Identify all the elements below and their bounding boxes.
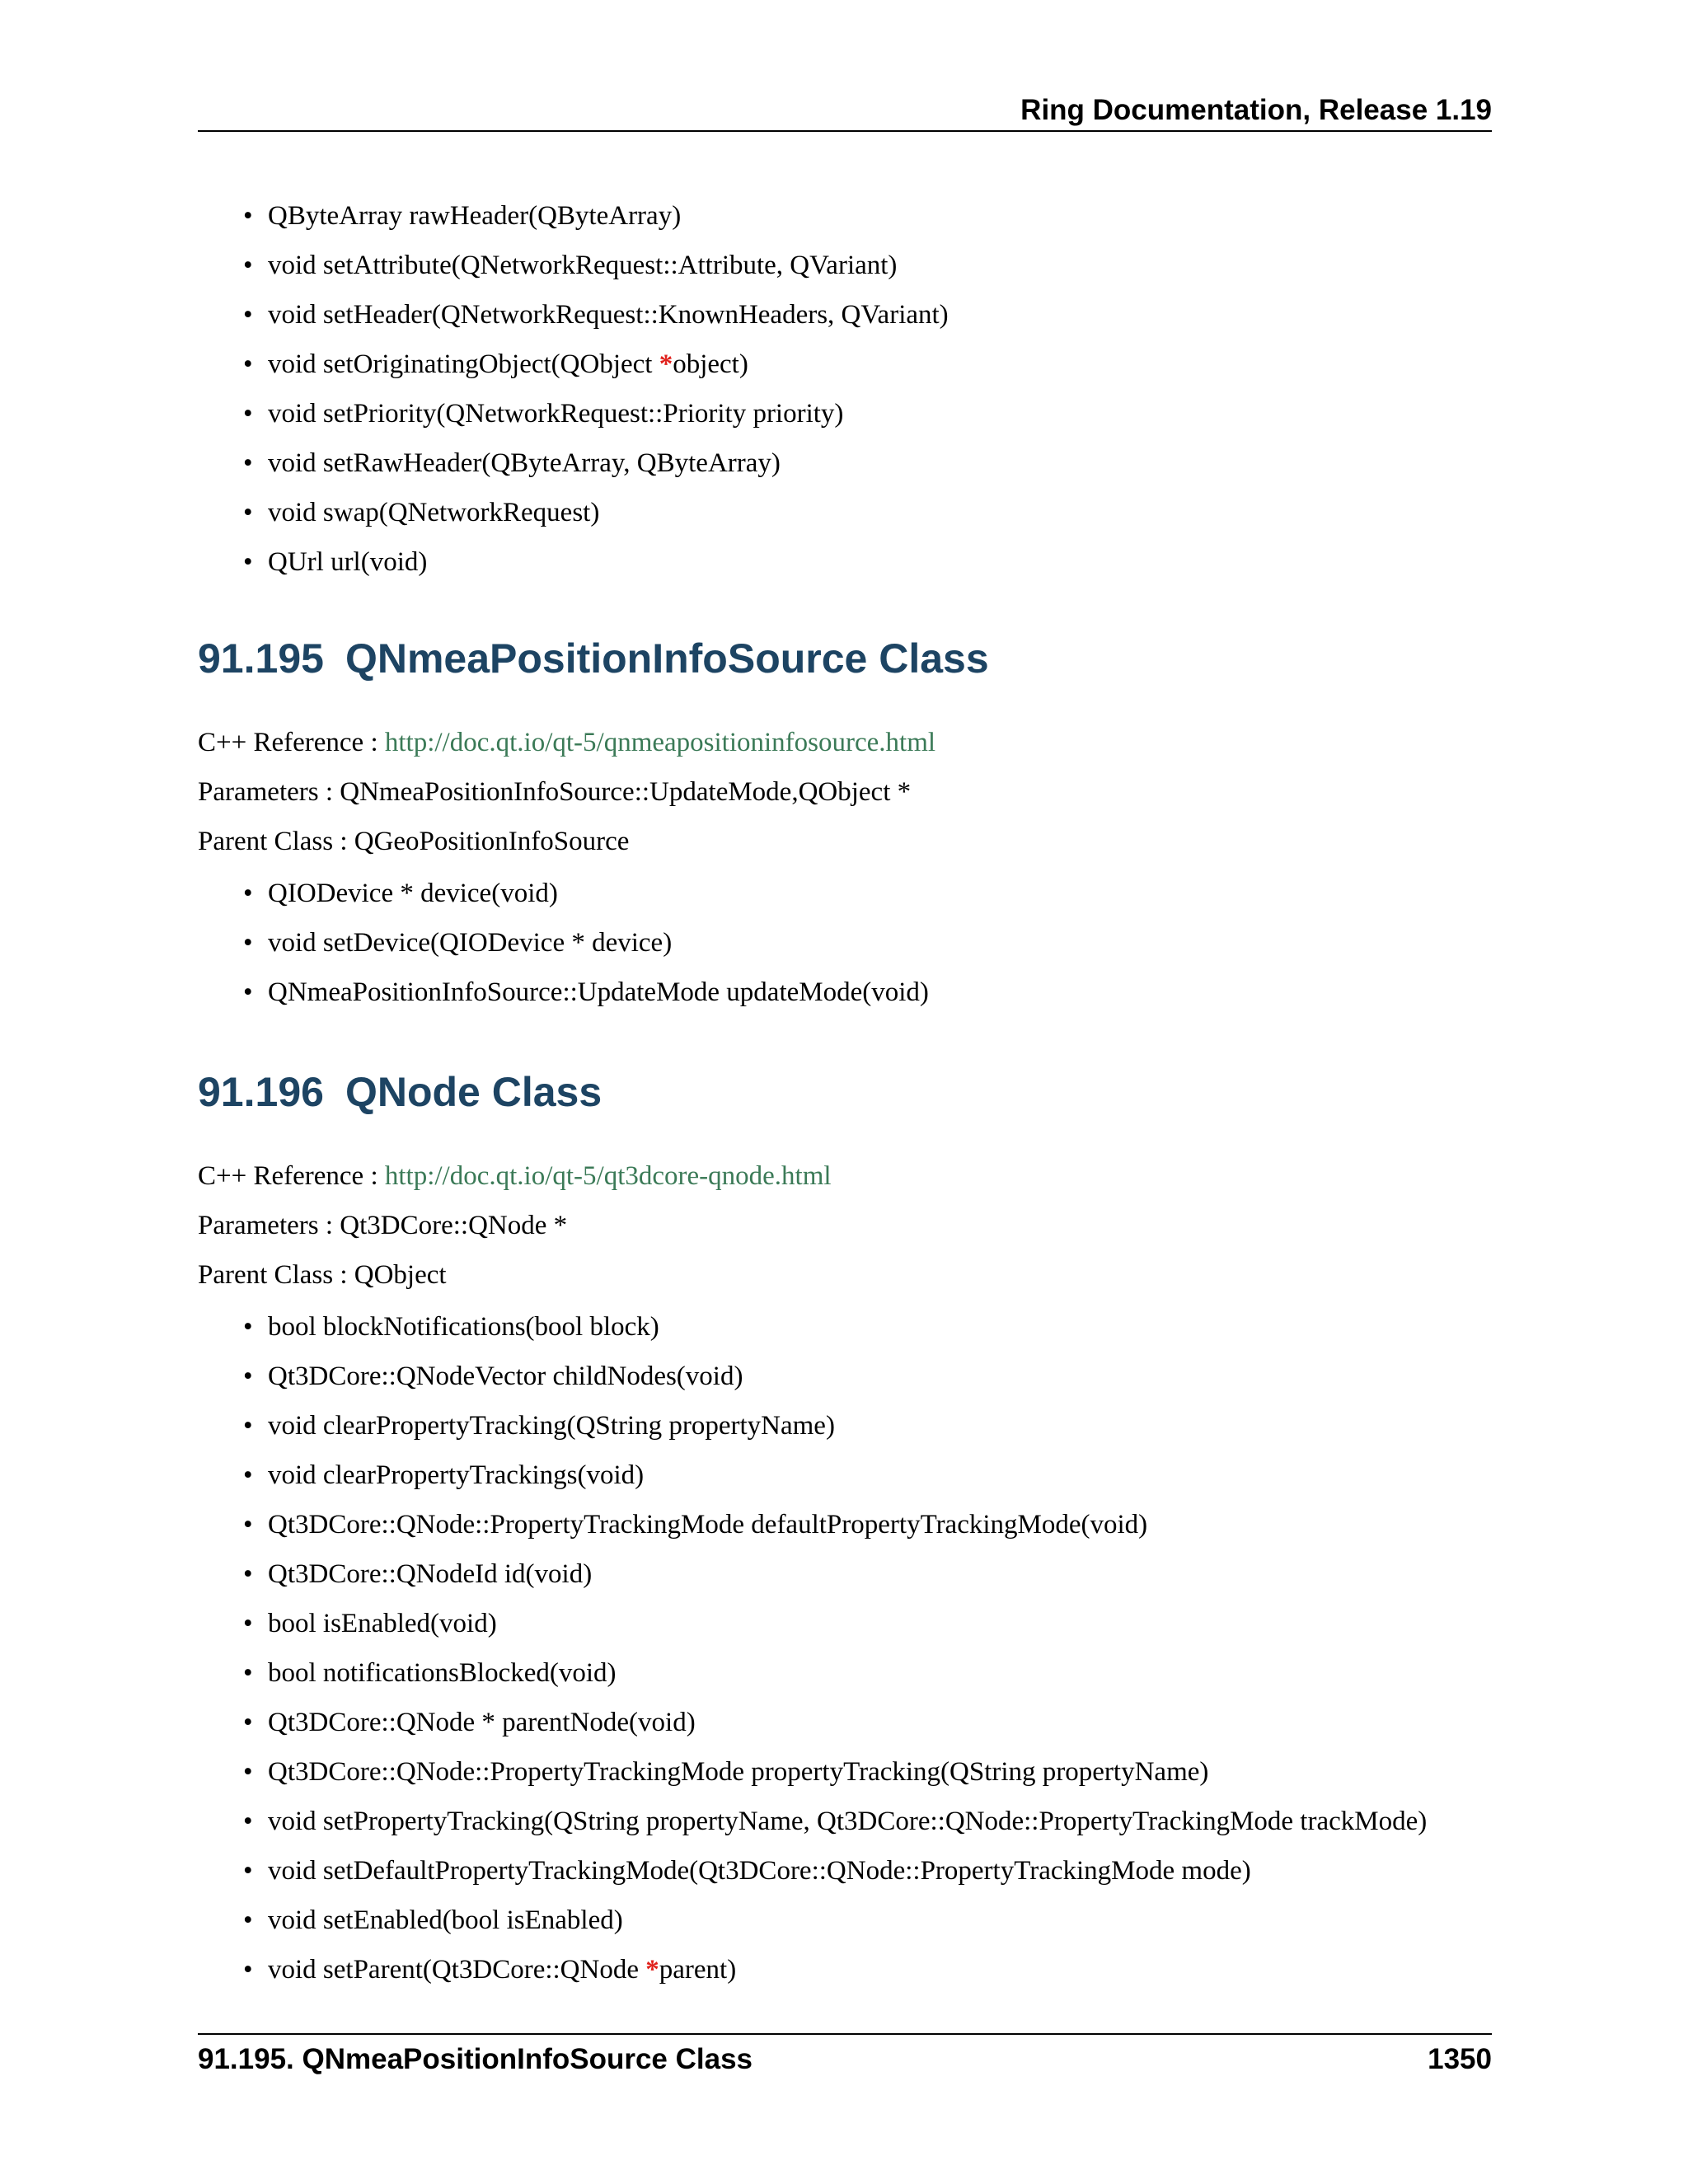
method-text: Qt3DCore::QNode::PropertyTrackingMode propertyTracking(QString propertyName) — [268, 1757, 1209, 1787]
section-heading-qnode — [198, 1068, 602, 1116]
bullet-icon: • — [243, 251, 253, 280]
bullet-icon: • — [243, 1460, 253, 1490]
parameters: Parameters : Qt3DCore::QNode * — [198, 1211, 568, 1240]
page-number: 1350 — [1428, 2043, 1492, 2075]
method-list-qnmeapositioninfosource — [243, 869, 1512, 1017]
method-text: bool isEnabled(void) — [268, 1609, 497, 1638]
list-item — [243, 389, 1512, 438]
bullet-icon: • — [243, 1609, 253, 1638]
bullet-icon: • — [243, 977, 253, 1007]
method-text: void clearPropertyTracking(QString propertyName) — [268, 1411, 835, 1441]
cpp-reference-label: C++ Reference : — [198, 728, 385, 757]
method-text: QUrl url(void) — [268, 547, 428, 577]
method-text: void setParent(Qt3DCore::QNode — [268, 1955, 646, 1985]
parent-class: Parent Class : QGeoPositionInfoSource — [198, 827, 630, 856]
bullet-icon: • — [243, 1757, 253, 1787]
footer-section: 91.195. QNmeaPositionInfoSource Class — [198, 2043, 753, 2075]
bullet-icon: • — [243, 879, 253, 908]
bullet-icon: • — [243, 498, 253, 527]
bullet-icon: • — [243, 1658, 253, 1688]
list-item — [243, 1599, 1512, 1648]
list-item — [243, 1846, 1512, 1896]
method-text: QByteArray rawHeader(QByteArray) — [268, 201, 682, 231]
pointer-asterisk: * — [659, 349, 673, 379]
method-text: object) — [673, 349, 748, 379]
list-item — [243, 340, 1512, 389]
section-title: QNode Class — [345, 1069, 603, 1115]
list-item — [243, 438, 1512, 488]
page-header — [198, 91, 1492, 132]
document-title: Ring Documentation, Release 1.19 — [1020, 94, 1492, 126]
bullet-icon: • — [243, 201, 253, 231]
method-text: Qt3DCore::QNode::PropertyTrackingMode defaultPropertyTrackingMode(void) — [268, 1510, 1148, 1540]
method-text: void setDefaultPropertyTrackingMode(Qt3DCore::QNode::PropertyTrackingMode mode) — [268, 1856, 1251, 1886]
method-text: void clearPropertyTrackings(void) — [268, 1460, 645, 1490]
list-item — [243, 1648, 1512, 1698]
method-list-top — [243, 191, 1512, 587]
bullet-icon: • — [243, 1559, 253, 1589]
bullet-icon: • — [243, 349, 253, 379]
page-footer — [198, 2033, 1492, 2084]
list-item — [243, 1549, 1512, 1599]
method-text: Qt3DCore::QNode * parentNode(void) — [268, 1708, 696, 1737]
list-item — [243, 1401, 1512, 1451]
list-item — [243, 1747, 1512, 1797]
list-item — [243, 488, 1512, 537]
bullet-icon: • — [243, 448, 253, 478]
bullet-icon: • — [243, 1411, 253, 1441]
list-item — [243, 968, 1512, 1017]
parameters: Parameters : QNmeaPositionInfoSource::UpdateMode,QObject * — [198, 777, 912, 807]
list-item — [243, 1352, 1512, 1401]
method-text: void setAttribute(QNetworkRequest::Attribute, QVariant) — [268, 251, 898, 280]
method-text: void setPropertyTracking(QString propertyName, Qt3DCore::QNode::PropertyTrackingMode trackMode) — [268, 1807, 1428, 1836]
bullet-icon: • — [243, 547, 253, 577]
list-item — [243, 1500, 1512, 1549]
bullet-icon: • — [243, 1312, 253, 1342]
method-text: Qt3DCore::QNodeVector childNodes(void) — [268, 1361, 743, 1391]
list-item — [243, 191, 1512, 241]
bullet-icon: • — [243, 1807, 253, 1836]
method-text: void setHeader(QNetworkRequest::KnownHeaders, QVariant) — [268, 300, 949, 330]
section-number: 91.196 — [198, 1069, 324, 1115]
section-number: 91.195 — [198, 635, 324, 682]
method-text: bool blockNotifications(bool block) — [268, 1312, 659, 1342]
list-item — [243, 918, 1512, 968]
cpp-reference-link[interactable]: http://doc.qt.io/qt-5/qt3dcore-qnode.html — [384, 1161, 832, 1191]
bullet-icon: • — [243, 1361, 253, 1391]
cpp-reference-label: C++ Reference : — [198, 1161, 385, 1191]
bullet-icon: • — [243, 300, 253, 330]
cpp-reference — [198, 1161, 832, 1192]
list-item — [243, 1945, 1512, 1994]
list-item — [243, 869, 1512, 918]
bullet-icon: • — [243, 1510, 253, 1540]
method-text: void setPriority(QNetworkRequest::Priority priority) — [268, 399, 844, 429]
pointer-asterisk: * — [645, 1955, 659, 1985]
method-text: void setOriginatingObject(QObject — [268, 349, 659, 379]
method-text: void setRawHeader(QByteArray, QByteArray) — [268, 448, 781, 478]
method-text: QIODevice * device(void) — [268, 879, 558, 908]
method-text: void setEnabled(bool isEnabled) — [268, 1905, 623, 1935]
method-text: bool notificationsBlocked(void) — [268, 1658, 617, 1688]
list-item — [243, 1797, 1512, 1846]
method-text: QNmeaPositionInfoSource::UpdateMode updateMode(void) — [268, 977, 929, 1007]
list-item — [243, 1451, 1512, 1500]
section-heading-qnmeapositioninfosource — [198, 635, 989, 682]
method-text: parent) — [659, 1955, 737, 1985]
bullet-icon: • — [243, 1856, 253, 1886]
method-text: Qt3DCore::QNodeId id(void) — [268, 1559, 593, 1589]
parent-class: Parent Class : QObject — [198, 1260, 447, 1290]
list-item — [243, 1302, 1512, 1352]
list-item — [243, 290, 1512, 340]
bullet-icon: • — [243, 928, 253, 958]
list-item — [243, 1896, 1512, 1945]
bullet-icon: • — [243, 1905, 253, 1935]
list-item — [243, 537, 1512, 587]
method-text: void swap(QNetworkRequest) — [268, 498, 600, 527]
list-item — [243, 241, 1512, 290]
bullet-icon: • — [243, 1955, 253, 1985]
bullet-icon: • — [243, 399, 253, 429]
bullet-icon: • — [243, 1708, 253, 1737]
method-text: void setDevice(QIODevice * device) — [268, 928, 673, 958]
method-list-qnode — [243, 1302, 1512, 1994]
cpp-reference — [198, 728, 935, 758]
cpp-reference-link[interactable]: http://doc.qt.io/qt-5/qnmeapositioninfosource.html — [384, 728, 936, 757]
section-title: QNmeaPositionInfoSource Class — [345, 635, 989, 682]
list-item — [243, 1698, 1512, 1747]
